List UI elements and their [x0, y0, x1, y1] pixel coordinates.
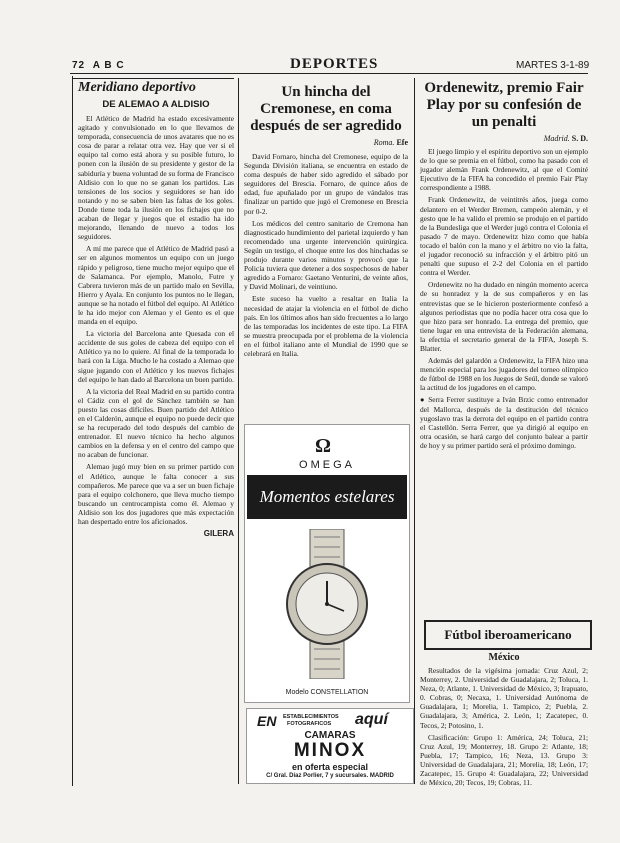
brief-text: Serra Ferrer sustituye a Iván Brzic como entrenador del Mallorca, después de la destitución del técnico yugoslavo tras la derrota del equipo en el partido contra el Castellón. Serra Ferrer, que ya dirigió al equipo en otra ocasión, se hará cargo del conjunto balear a partir de hoy y su primer partido será el próximo domingo. [420, 395, 588, 450]
minox-aqui: aquí [355, 711, 388, 728]
column-section-label: Meridiano deportivo [78, 80, 196, 95]
article-byline [420, 134, 588, 143]
minox-offer: en oferta especial [291, 762, 369, 772]
col1-left-rule [72, 76, 73, 786]
minox-en: EN [257, 713, 277, 729]
col-divider-1 [238, 78, 239, 784]
omega-slogan: Momentos estelares [247, 475, 407, 519]
minox-first-line [251, 713, 407, 729]
minox-address: C/ Gral. Díaz Porlier, 7 y sucursales. MADRID [266, 773, 394, 779]
standings-paragraph: Clasificación: Grupo 1: América, 24; Toluca, 21; Cruz Azul, 19; Monterrey, 18. Grupo 2: Atlante, 18; Puebla, 17; Tampico, 16; Neza, 13. Grupo 3: Universidad de Guadalajara, 21; Morelia, 18; León, 17; Zacatepec, 15. Grupo 4: Guadalajara, 22; Universidad de México, 20; Tecos, 19; Cobras, 11. [420, 732, 588, 788]
brief-paragraph [420, 395, 588, 450]
byline-city: Roma. [373, 138, 395, 147]
article-ordenewitz [420, 80, 588, 453]
article-paragraph: Este suceso ha vuelto a resaltar en Italia la necesidad de atajar la violencia en el fútbol de dicho país. En los últimos años han sido frecuentes a lo largo de las temporadas los incidentes de este tipo. La FIFA se muestra preocupada por el problema de la violencia en el fútbol italiano ante el Mundial de 1990 que se celebrará en Italia. [244, 294, 408, 358]
minox-cameras: CAMARAS [304, 730, 356, 741]
article-paragraph: Ordenewitz no ha dudado en ningún momento acerca de su honradez y la de sus compañeros y en las entrevistas que se le hicieron posteriormente confesó a algunos periodistas que no podía hacer otra cosa que lo que hizo para ser honrado. La entrega del premio, que tiene lugar en una entrevista de la Federación alemana, la efectúa el secretario general de la FIFA, Joseph S. Blatter. [420, 280, 588, 353]
byline-agency: Efe [396, 138, 408, 147]
minox-fotograficos: FOTOGRAFICOS [287, 721, 332, 727]
newspaper-name: A B C [92, 60, 125, 71]
article-paragraph: El juego limpio y el espíritu deportivo son un ejemplo de lo que se premia en el fútbol, como ha pasado con el jugador alemán Frank Ordenewitz, al que el Comité Ejecutivo de la FIFA ha concedido el premio Fair Play correspondiente a 1988. [420, 147, 588, 193]
omega-logo-icon: Ω [315, 435, 332, 457]
bullet-icon: ● [420, 395, 426, 405]
col1-top-rule [72, 78, 234, 79]
column-paragraph: A la victoria del Real Madrid en su partido contra el Cádiz con el gol de Sánchez también se han puesto las cosas difíciles. Buen partido del Atlético en el Calderón, aunque el equipo no puede decir que se ha recuperado del todo después del cambio de entrenador. El nuevo técnico ha hecho algunos cambios en la defensa y en el centro del campo que no acaban de funcionar. [78, 386, 234, 460]
country-heading: México [488, 652, 520, 663]
column-paragraph: El Atlético de Madrid ha estado excesivamente agitado y convulsionado en lo que llevamos de temporada, consecuencia de unos avatares que no es cosa de parar a relatar otra vez. Hay que ver si el equipo tal como está ahora y su posible futuro, lo ponen con la ilusión de su presidente y gestor de la sabiduría y buena voluntad de su forma de Francisco Aldisio con lo que no se ganan los partidos. Las tensiones de los socios y seguidores se han ido notando y no se saben bien las faltas de los goles. Donde tiene toda la ilusión en los fichajes que no acaban de llegar y juegos que el estadio ha ido mejorando, llenando de nuevo a todos los seguidores. [78, 114, 234, 242]
article-title: Ordenewitz, premio Fair Play por su confesión de un penalti [424, 80, 584, 130]
page-number-label [72, 60, 125, 71]
minox-brand: MINOX [293, 740, 367, 761]
byline-agency: S. D. [571, 134, 588, 143]
article-paragraph: Frank Ordenewitz, de veintitrés años, juega como delantero en el Werder Bremen, campeón alemán, y el gesto que le ha valido el premio se produjo en el partido de la Bundesliga que el Werder jugó contra el Colonia el pasado 7 de mayo. Ordenewitz hizo como que había tocado el balón con la mano y el árbitro no vio la falta, el jugador reconoció su infracción y el árbitro pitó un penalti que supuso el 2-2 del Colonia en el partido contra el Werder. [420, 195, 588, 278]
article-paragraph: David Fornaro, hincha del Cremonese, equipo de la Segunda División italiana, se encuentra en estado de coma después de haber sido agredido el sábado por seguidores del Brescia. Fornaro, de quince años de edad, fue apuñalado por un grupo de vándalos tras finalizar un partido que jugó el Cremonese en Brescia por 0-2. [244, 152, 408, 216]
byline-city: Madrid. [543, 134, 570, 143]
col-divider-2 [414, 78, 415, 784]
column-title: DE ALEMAO A ALDISIO [102, 99, 210, 110]
column-signature: GILERA [203, 529, 234, 539]
watch-illustration-icon [272, 529, 382, 679]
column-paragraph: A mí me parece que el Atlético de Madrid pasó a ser en algunos momentos un equipo con un juego rápido y peligroso, tiene mucho mejor equipo que el de Salamanca. Por ejemplo, Manolo, Futre y Cabrera tuvieron más de un partido malo en Sevilla, Hierro y Ayala. En conjunto los puntos no le llegan, aunque se ha notado el fútbol del equipo. Al Atlético le ha ido mejor con Alemao y el Gento es el que manda en el equipo. [78, 244, 234, 327]
issue-date: MARTES 3-1-89 [516, 60, 590, 71]
results-paragraph: Resultados de la vigésima jornada: Cruz Azul, 2; Monterrey, 2. Universidad de Guadalajara, 2; Toluca, 1. Neza, 0; Atlante, 1. Universidad de México, 3; Irapuato, 0. Cobras, 0; Necaxa, 1. Universidad Autónoma de Guadalajara, 1; Morelia, 1. Tampico, 2; Puebla, 2. Guadalajara, 3; América, 2. León, 1; Zacatepec, 0. Tecos, 2; Potosino, 1. [420, 666, 588, 730]
article-cremonese [244, 84, 408, 361]
column-paragraph: Alemao jugó muy bien en su primer partido con el Atlético, aunque le falta conocer a sus compañeros. Me parece que va a ser un buen fichaje para el equipo colchonero, que lleva mucho tiempo buscando un centrocampista como él. Alemao y Aldisio son los dos jugadores que más expectación han despertado entre los aficionados. [78, 462, 234, 527]
minox-establecimientos: ESTABLECIMIENTOS [283, 714, 339, 720]
section-title: DEPORTES [290, 56, 379, 72]
article-paragraph: Los médicos del centro sanitario de Cremona han diagnosticado hundimiento del parietal izquierdo y han recomendado una urgente intervención quirúrgica. Según un testigo, el choque entre los dos hinchadas se produjo durante varios minutos y provocó que la Policía tuviera que detener a dos sospechosos de haber agredido a Fornaro: Gaetano Venturini, de veinte años, y David Molinari, de veintiuno. [244, 218, 408, 292]
article-paragraph: Además del galardón a Ordenewitz, la FIFA hizo una mención especial para los jugadores del torneo olímpico de fútbol de 1988 en los Juegos de Seúl, donde se valoró la actitud de los jugadores en el campo. [420, 356, 588, 393]
futbol-results [420, 652, 588, 790]
omega-brand: OMEGA [299, 459, 355, 471]
header-rule [70, 73, 588, 74]
column-paragraph: La victoria del Barcelona ante Quesada con el accidente de sus goles de cabeza del equipo con el Atlético ya no lo quiere. Al final de la temporada lo hará con la Liga. Mucho le ha costado a Alemao que sigue jugando con el Atlético y los nuevos fichajes del equipo le han dado al Barcelona un buen partido. [78, 329, 234, 384]
futbol-section-title: Fútbol iberoamericano [424, 620, 592, 650]
minox-advertisement [246, 708, 414, 784]
article-byline [244, 138, 408, 147]
page-number: 72 [72, 60, 86, 71]
article-title: Un hincha del Cremonese, en coma después de ser agredido [250, 84, 402, 134]
omega-model-name: Modelo CONSTELLATION [285, 689, 369, 696]
column-meridiano [78, 80, 234, 538]
omega-advertisement [244, 424, 410, 703]
